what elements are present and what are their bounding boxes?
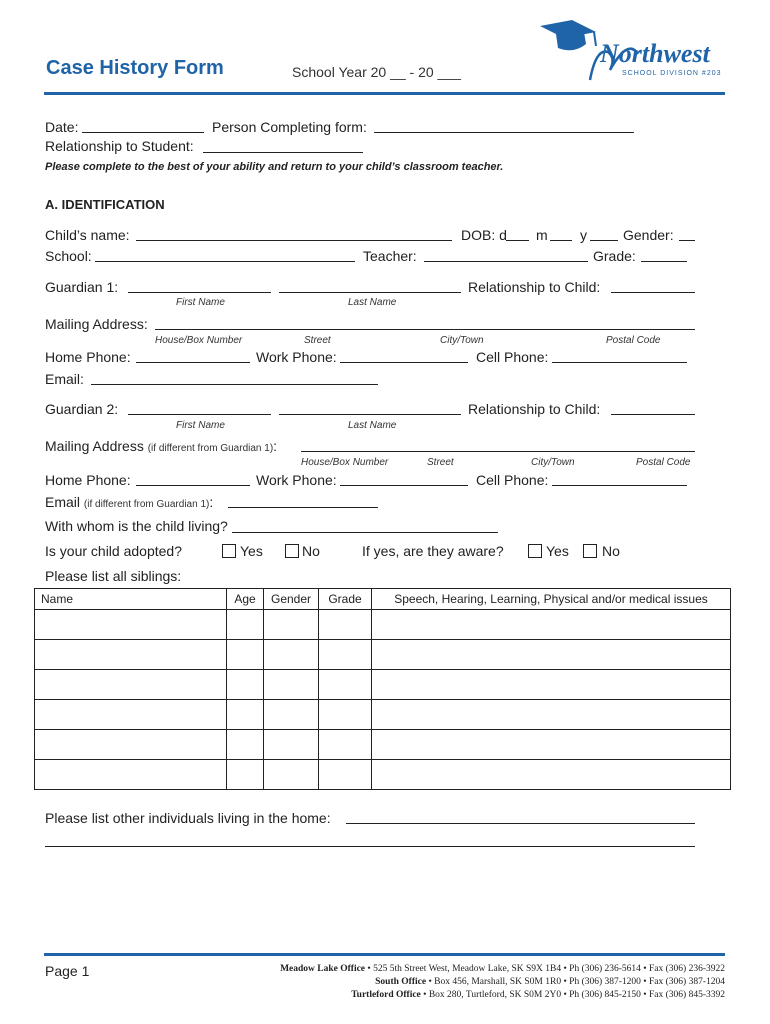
home-phone2-label: Home Phone:	[45, 472, 131, 488]
table-cell[interactable]	[372, 760, 731, 790]
email-label: Email:	[45, 371, 84, 387]
table-row	[35, 670, 731, 700]
home-phone-label: Home Phone:	[45, 349, 131, 365]
col-gender: Gender	[264, 589, 319, 610]
table-cell[interactable]	[227, 730, 264, 760]
table-cell[interactable]	[35, 730, 227, 760]
child-name-field[interactable]	[136, 240, 452, 241]
guardian2-label: Guardian 2:	[45, 401, 119, 417]
footer-rule	[44, 953, 725, 956]
guardian2-first-name-field[interactable]	[128, 414, 271, 415]
table-row	[35, 700, 731, 730]
table-cell[interactable]	[35, 760, 227, 790]
office-south: South Office • Box 456, Marshall, SK S0M 1R0 • Ph (306) 387-1200 • Fax (306) 387-1204	[375, 977, 725, 987]
mailing-address2-label: Mailing Address (if different from Guardian 1):	[45, 438, 278, 454]
last-name-caption: Last Name	[348, 297, 397, 308]
guardian1-label: Guardian 1:	[45, 279, 119, 295]
work-phone2-label: Work Phone:	[256, 472, 337, 488]
home-phone2-field[interactable]	[136, 485, 250, 486]
northwest-logo	[538, 18, 728, 84]
guardian2-relationship-label: Relationship to Child:	[468, 401, 601, 417]
if-different-note: (if different from Guardian 1)	[83, 499, 210, 510]
aware-label: If yes, are they aware?	[362, 543, 504, 559]
dob-year-field[interactable]	[590, 240, 618, 241]
dob-day-field[interactable]	[506, 240, 529, 241]
postal-code-caption: Postal Code	[636, 457, 691, 468]
logo-subtext: SCHOOL DIVISION #203	[622, 70, 722, 77]
city-town-caption: City/Town	[440, 335, 484, 346]
email2-field[interactable]	[228, 507, 378, 508]
table-cell[interactable]	[227, 610, 264, 640]
house-box-caption: House/Box Number	[155, 335, 243, 346]
table-cell[interactable]	[372, 640, 731, 670]
table-cell[interactable]	[227, 670, 264, 700]
table-cell[interactable]	[372, 730, 731, 760]
siblings-table	[34, 588, 731, 790]
school-field[interactable]	[95, 261, 355, 262]
if-different-note: (if different from Guardian 1)	[147, 443, 274, 454]
col-age: Age	[227, 589, 264, 610]
table-cell[interactable]	[264, 610, 319, 640]
logo-wordmark: Northwest	[600, 39, 710, 68]
section-heading: A. IDENTIFICATION	[45, 197, 165, 212]
table-cell[interactable]	[319, 670, 372, 700]
street-caption: Street	[427, 457, 454, 468]
table-cell[interactable]	[319, 760, 372, 790]
table-cell[interactable]	[35, 700, 227, 730]
living-with-label: With whom is the child living?	[45, 518, 228, 534]
table-row	[35, 760, 731, 790]
others-label: Please list other individuals living in the home:	[45, 810, 331, 826]
siblings-label: Please list all siblings:	[45, 568, 182, 584]
school-label: School:	[45, 248, 92, 264]
mailing-address-field[interactable]	[155, 329, 695, 330]
page-number: Page 1	[45, 963, 90, 979]
page-title: Case History Form	[46, 57, 224, 79]
table-cell[interactable]	[372, 610, 731, 640]
header-rule	[44, 92, 725, 95]
dob-day-label: DOB: d	[461, 227, 507, 243]
person-completing-field[interactable]	[374, 132, 634, 133]
office-turtleford: Turtleford Office • Box 280, Turtleford, SK S0M 2Y0 • Ph (306) 845-2150 • Fax (306) 845-3392	[351, 990, 725, 1000]
mailing-address2-field[interactable]	[301, 451, 695, 452]
guardian1-relationship-label: Relationship to Child:	[468, 279, 601, 295]
email2-label: Email (if different from Guardian 1):	[45, 494, 214, 510]
gender-label: Gender:	[623, 227, 674, 243]
teacher-field[interactable]	[424, 261, 588, 262]
col-grade: Grade	[319, 589, 372, 610]
col-issues: Speech, Hearing, Learning, Physical and/or medical issues	[372, 589, 731, 610]
first-name-caption: First Name	[176, 297, 225, 308]
table-cell[interactable]	[227, 760, 264, 790]
cell-phone2-label: Cell Phone:	[476, 472, 549, 488]
guardian1-last-name-field[interactable]	[279, 292, 461, 293]
adopted-yes-label: Yes	[240, 543, 263, 559]
home-phone-field[interactable]	[136, 362, 250, 363]
table-cell[interactable]	[35, 610, 227, 640]
street-caption: Street	[304, 335, 331, 346]
table-cell[interactable]	[372, 700, 731, 730]
adopted-no-label: No	[302, 543, 320, 559]
date-field[interactable]	[82, 132, 204, 133]
table-cell[interactable]	[264, 670, 319, 700]
dob-month-field[interactable]	[550, 240, 572, 241]
table-cell[interactable]	[319, 730, 372, 760]
table-cell[interactable]	[264, 730, 319, 760]
mailing-address-label: Mailing Address:	[45, 316, 148, 332]
guardian2-last-name-field[interactable]	[279, 414, 461, 415]
child-name-label: Child’s name:	[45, 227, 130, 243]
guardian2-relationship-field[interactable]	[611, 414, 695, 415]
table-cell[interactable]	[35, 640, 227, 670]
cell-phone-field[interactable]	[552, 362, 687, 363]
table-cell[interactable]	[264, 760, 319, 790]
person-completing-label: Person Completing form:	[212, 119, 367, 135]
table-cell[interactable]	[227, 700, 264, 730]
table-row	[35, 730, 731, 760]
table-header-row	[35, 589, 731, 610]
table-cell[interactable]	[319, 700, 372, 730]
table-row	[35, 640, 731, 670]
work-phone2-field[interactable]	[340, 485, 468, 486]
cell-phone2-field[interactable]	[552, 485, 687, 486]
city-town-caption: City/Town	[531, 457, 575, 468]
others-field-1[interactable]	[346, 823, 695, 824]
relationship-field[interactable]	[203, 152, 363, 153]
house-box-caption: House/Box Number	[301, 457, 389, 468]
postal-code-caption: Postal Code	[606, 335, 661, 346]
table-cell[interactable]	[372, 670, 731, 700]
instructions-note: Please complete to the best of your ability and return to your child’s classroom teacher.	[45, 161, 504, 173]
aware-yes-label: Yes	[546, 543, 569, 559]
last-name-caption: Last Name	[348, 420, 397, 431]
office-meadow-lake: Meadow Lake Office • 525 5th Street West, Meadow Lake, SK S9X 1B4 • Ph (306) 236-5614 • Fax (306) 236-3922	[280, 964, 725, 974]
cell-phone-label: Cell Phone:	[476, 349, 549, 365]
adopted-label: Is your child adopted?	[45, 543, 182, 559]
table-cell[interactable]	[264, 700, 319, 730]
first-name-caption: First Name	[176, 420, 225, 431]
adopted-no-checkbox[interactable]	[285, 544, 299, 558]
teacher-label: Teacher:	[363, 248, 417, 264]
work-phone-field[interactable]	[340, 362, 468, 363]
guardian1-relationship-field[interactable]	[611, 292, 695, 293]
dob-month-label: m	[536, 227, 548, 243]
relationship-label: Relationship to Student:	[45, 138, 194, 154]
table-cell[interactable]	[35, 670, 227, 700]
table-cell[interactable]	[264, 640, 319, 670]
aware-no-checkbox[interactable]	[583, 544, 597, 558]
guardian1-first-name-field[interactable]	[128, 292, 271, 293]
date-label: Date:	[45, 119, 79, 135]
table-cell[interactable]	[319, 610, 372, 640]
adopted-yes-checkbox[interactable]	[222, 544, 236, 558]
dob-year-label: y	[580, 227, 587, 243]
school-year-label: School Year 20 __ - 20 ___	[292, 64, 461, 80]
living-with-field[interactable]	[232, 532, 498, 533]
grade-label: Grade:	[593, 248, 636, 264]
gender-field[interactable]	[679, 240, 695, 241]
aware-no-label: No	[602, 543, 620, 559]
aware-yes-checkbox[interactable]	[528, 544, 542, 558]
col-name: Name	[35, 589, 227, 610]
grade-field[interactable]	[641, 261, 687, 262]
others-field-2[interactable]	[45, 846, 695, 847]
table-cell[interactable]	[319, 640, 372, 670]
table-row	[35, 610, 731, 640]
work-phone-label: Work Phone:	[256, 349, 337, 365]
table-cell[interactable]	[227, 640, 264, 670]
email-field[interactable]	[91, 384, 378, 385]
